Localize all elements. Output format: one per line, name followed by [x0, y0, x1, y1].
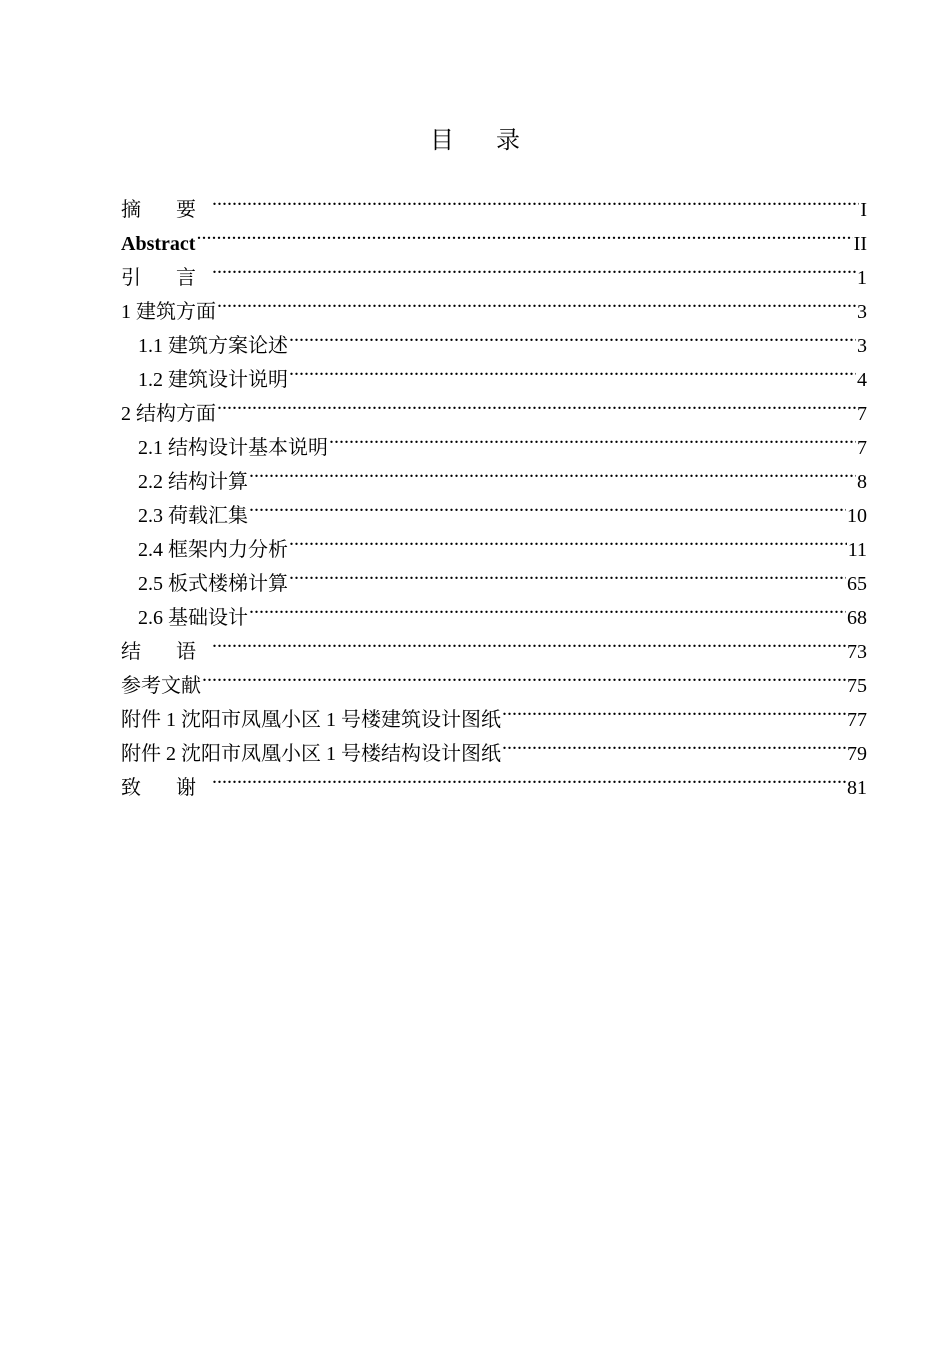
toc-entry-label: 2.3 荷载汇集: [138, 505, 248, 527]
toc-entry-label: 摘 要: [121, 199, 211, 221]
toc-entry[interactable]: [121, 420, 867, 459]
toc-entry[interactable]: [121, 250, 867, 289]
toc-entry-page-number: 7: [857, 437, 867, 459]
toc-dot-leader: [289, 522, 847, 556]
toc-entry-label: 结 语: [121, 641, 211, 663]
toc-dot-leader: [212, 760, 846, 794]
toc-entry-label: 附件 1 沈阳市凤凰小区 1 号楼建筑设计图纸: [121, 709, 501, 731]
toc-entry-page-number: 4: [857, 369, 867, 391]
toc-entry-page-number: 79: [847, 743, 867, 765]
toc-entry[interactable]: [121, 760, 867, 799]
toc-entry-page-number: 7: [857, 403, 867, 425]
toc-entry-page-number: I: [860, 199, 867, 221]
toc-dot-leader: [249, 590, 846, 624]
toc-entry[interactable]: [121, 182, 867, 221]
toc-entry[interactable]: [121, 692, 867, 731]
toc-dot-leader: [289, 352, 856, 386]
toc-entry-label: 致 谢: [121, 777, 211, 799]
toc-entry[interactable]: [121, 216, 867, 255]
toc-entry-label: 2.1 结构设计基本说明: [138, 437, 328, 459]
toc-entry-label: 2.4 框架内力分析: [138, 539, 288, 561]
toc-dot-leader: [249, 454, 856, 488]
toc-entry-label: 2.5 板式楼梯计算: [138, 573, 288, 595]
toc-entry[interactable]: [121, 624, 867, 663]
toc-dot-leader: [502, 726, 846, 760]
toc-dot-leader: [502, 692, 846, 726]
toc-entry-label: 参考文献: [121, 675, 201, 697]
toc-entry-label: 1 建筑方面: [121, 301, 216, 323]
toc-dot-leader: [217, 284, 856, 318]
toc-entry-label: 1.2 建筑设计说明: [138, 369, 288, 391]
toc-dot-leader: [217, 386, 856, 420]
toc-entry[interactable]: [121, 318, 867, 357]
toc-entry-page-number: 11: [847, 539, 867, 561]
toc-entry-label: 1.1 建筑方案论述: [138, 335, 288, 357]
toc-dot-leader: [202, 658, 846, 692]
page-title: 目 录: [430, 128, 538, 154]
toc-dot-leader: [249, 488, 846, 522]
toc-entry-page-number: 73: [847, 641, 867, 663]
toc-entry-page-number: 3: [857, 301, 867, 323]
toc-entry-page-number: 1: [857, 267, 867, 289]
toc-dot-leader: [212, 624, 846, 658]
toc-entry-page-number: 81: [847, 777, 867, 799]
toc-entry-label: 2.6 基础设计: [138, 607, 248, 629]
toc-dot-leader: [329, 420, 856, 454]
toc-entry-page-number: 65: [847, 573, 867, 595]
toc-entry-label: 附件 2 沈阳市凤凰小区 1 号楼结构设计图纸: [121, 743, 501, 765]
table-of-contents: [121, 182, 867, 799]
toc-dot-leader: [212, 182, 859, 216]
toc-entry-page-number: 77: [847, 709, 867, 731]
toc-dot-leader: [212, 250, 856, 284]
toc-entry-page-number: 3: [857, 335, 867, 357]
toc-entry-page-number: 8: [857, 471, 867, 493]
toc-dot-leader: [196, 216, 852, 250]
toc-dot-leader: [289, 556, 846, 590]
toc-entry[interactable]: [121, 386, 867, 425]
toc-entry[interactable]: [121, 658, 867, 697]
toc-entry-label: 引 言: [121, 267, 211, 289]
toc-entry-label: 2 结构方面: [121, 403, 216, 425]
toc-entry-page-number: 68: [847, 607, 867, 629]
toc-dot-leader: [289, 318, 856, 352]
toc-entry-label: 2.2 结构计算: [138, 471, 248, 493]
toc-entry-label: Abstract: [121, 233, 196, 255]
toc-entry-page-number: 10: [847, 505, 867, 527]
toc-entry-page-number: II: [853, 233, 867, 255]
toc-entry-page-number: 75: [847, 675, 867, 697]
toc-entry[interactable]: [121, 284, 867, 323]
